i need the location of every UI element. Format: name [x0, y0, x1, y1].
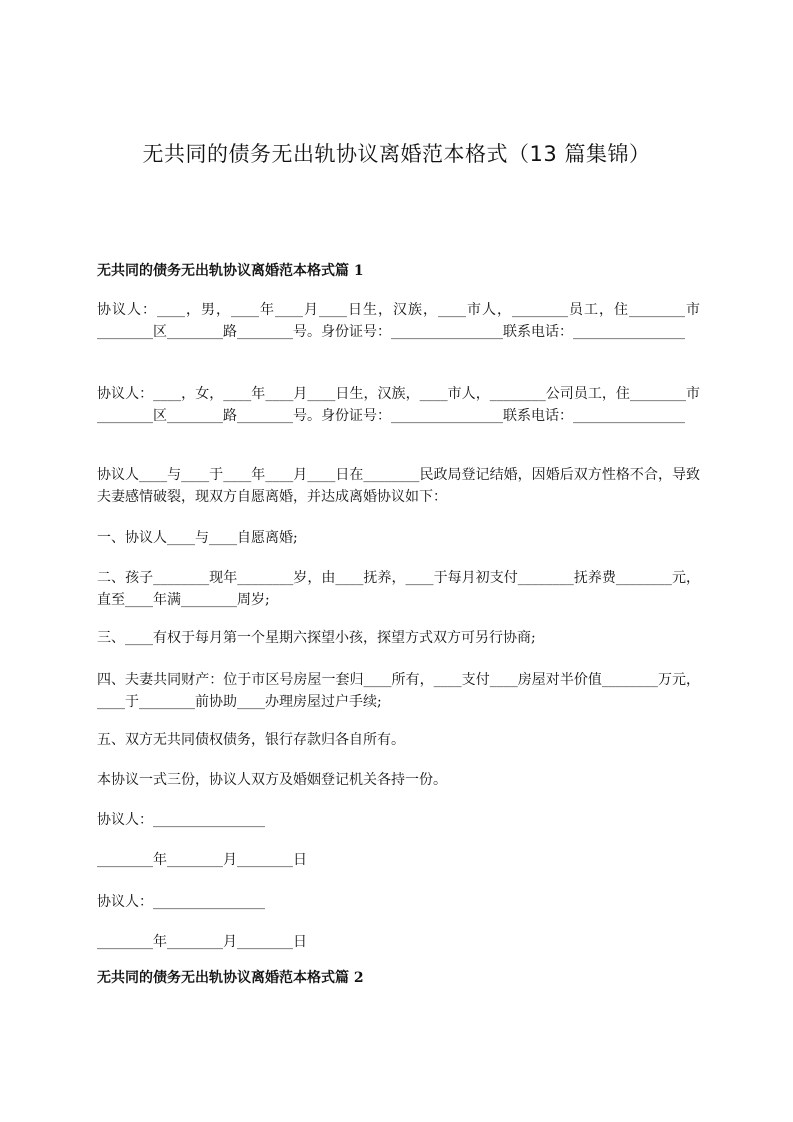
clause-5: 五、双方无共同债权债务，银行存款归各自所有。 [97, 732, 405, 748]
clause-4: 四、夫妻共同财产：位于市区号房屋一套归____所有，____支付____房屋对半价值________万元，____于________前协助____办理房屋过户手续; [97, 672, 700, 710]
date-line-2: ________年________月________日 [97, 934, 307, 950]
date-line-1: ________年________月________日 [97, 852, 307, 868]
intro-paragraph: 协议人____与____于____年____月____日在________民政局登记结婚，因婚后双方性格不合，导致夫妻感情破裂，现双方自愿离婚，并达成离婚协议如下： [97, 467, 700, 505]
signature-line-2: 协议人：________________ [97, 894, 265, 910]
copies-paragraph: 本协议一式三份，协议人双方及婚姻登记机关各持一份。 [97, 772, 447, 788]
signature-line-1: 协议人：________________ [97, 812, 265, 828]
section-1-heading: 无共同的债务无出轨协议离婚范本格式篇 1 [97, 263, 364, 279]
section-2-heading: 无共同的债务无出轨协议离婚范本格式篇 2 [97, 970, 364, 986]
party-b-paragraph: 协议人：____，女，____年____月____日生，汉族，____市人，________公司员工，住________市________区________路________号。身份证号：________________联系电话：________________ [97, 386, 700, 424]
clause-1: 一、协议人____与____自愿离婚; [97, 530, 298, 546]
clause-2: 二、孩子________现年________岁，由____抚养，____于每月初支付________抚养费________元，直至____年满________周岁; [97, 570, 700, 608]
party-a-paragraph: 协议人：____，男，____年____月____日生，汉族，____市人，________员工，住________市________区________路________号。身份证号：________________联系电话：________________ [97, 302, 700, 340]
clause-3: 三、____有权于每月第一个星期六探望小孩，探望方式双方可另行协商; [97, 630, 536, 646]
document-title: 无共同的债务无出轨协议离婚范本格式（13 篇集锦） [142, 142, 651, 166]
